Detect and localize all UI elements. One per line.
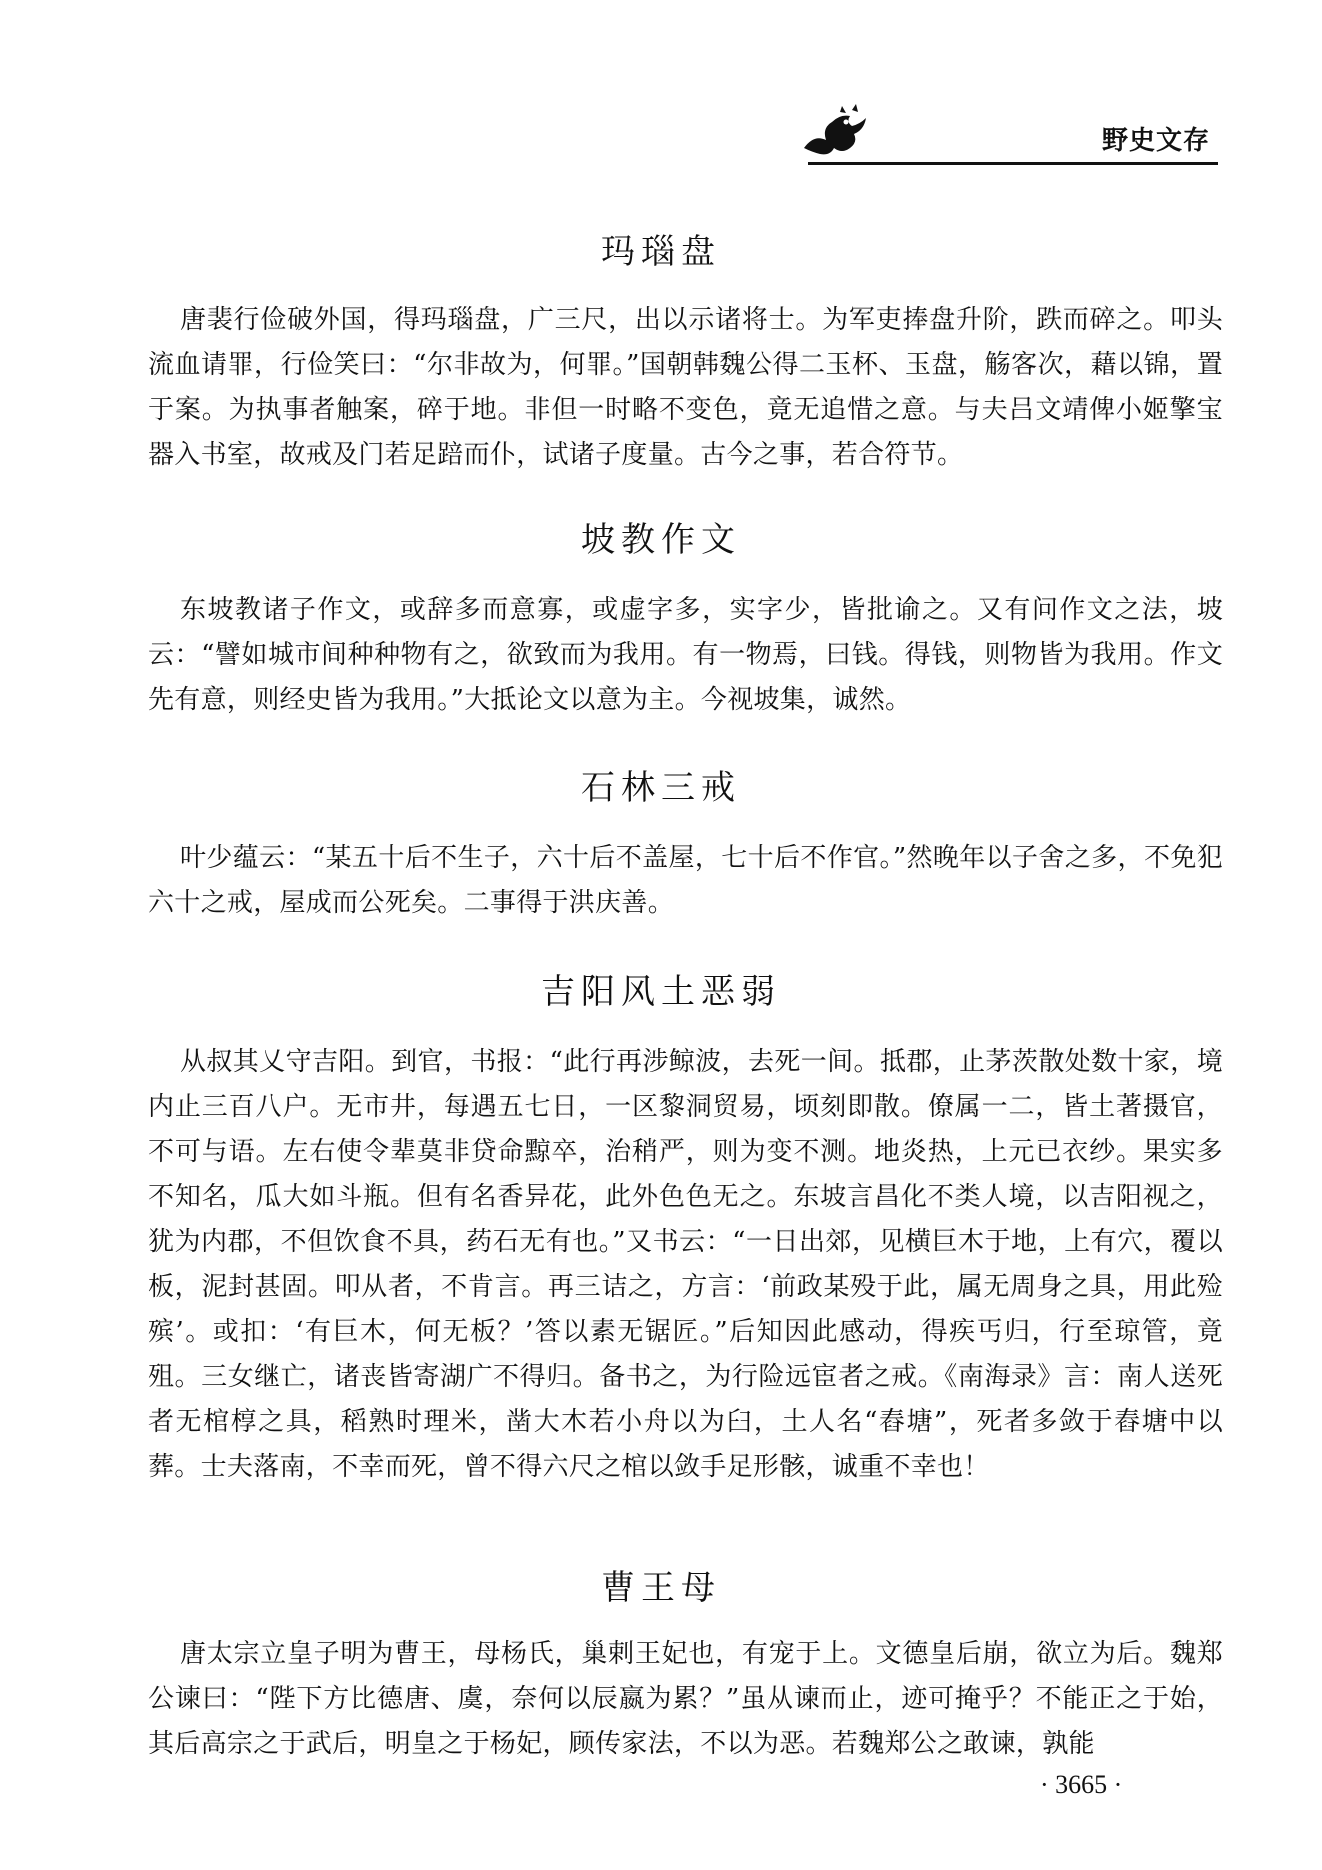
section-title: 曹王母 bbox=[601, 1568, 721, 1608]
running-title: 野史文存 bbox=[1101, 126, 1210, 156]
section-title: 坡教作文 bbox=[581, 520, 741, 560]
section-title: 吉阳风土恶弱 bbox=[541, 972, 781, 1012]
section-body: 东坡教诸子作文，或辞多而意寡，或虚字多，实字少，皆批谕之。又有问作文之法，坡云：“譬如城市间种种物有之，欲致而为我用。有一物焉，曰钱。得钱，则物皆为我用。作文先有意，则经史皆为我用。”大抵论文以意为主。今视坡集，诚然。 bbox=[148, 595, 1223, 715]
page-number: · 3665 · bbox=[1040, 1770, 1123, 1799]
section-body: 叶少蕴云：“某五十后不生子，六十后不盖屋，七十后不作官。”然晚年以子舍之多，不免犯六十之戒，屋成而公死矣。二事得于洪庆善。 bbox=[148, 843, 1223, 918]
section-body: 唐太宗立皇子明为曹王，母杨氏，巢剌王妃也，有宠于上。文德皇后崩，欲立为后。魏郑公谏曰：“陛下方比德唐、虞，奈何以辰嬴为累？”虽从谏而止，迹可掩乎？不能正之于始，其后高宗之于武后，明皇之于杨妃，顾传家法，不以为恶。若魏郑公之敢谏，孰能 bbox=[148, 1639, 1223, 1759]
dragon-logo-icon bbox=[800, 104, 872, 160]
section-title: 玛瑙盘 bbox=[601, 232, 721, 272]
running-header bbox=[788, 100, 1218, 168]
section-body: 唐裴行俭破外国，得玛瑙盘，广三尺，出以示诸将士。为军吏捧盘升阶，跌而碎之。叩头流血请罪，行俭笑曰：“尔非故为，何罪。”国朝韩魏公得二玉杯、玉盘，觞客次，藉以锦，置于案。为执事者触案，碎于地。非但一时略不变色，竟无追惜之意。与夫吕文靖俾小姬擎宝器入书室，故戒及门若足踣而仆，试诸子度量。古今之事，若合符节。 bbox=[148, 305, 1223, 470]
section-body: 从叔其乂守吉阳。到官，书报：“此行再涉鲸波，去死一间。抵郡，止茅茨散处数十家，境内止三百八户。无市井，每遇五七日，一区黎洞贸易，顷刻即散。僚属一二，皆土著摄官，不可与语。左右使令辈莫非贷命黥卒，治稍严，则为变不测。地炎热，上元已衣纱。果实多不知名，瓜大如斗瓶。但有名香异花，此外色色无之。东坡言昌化不类人境，以吉阳视之，犹为内郡，不但饮食不具，药石无有也。”又书云：“一日出郊，见横巨木于地，上有穴，覆以板，泥封甚固。叩从者，不肯言。再三诘之，方言：‘前政某殁于此，属无周身之具，用此殓殡’。或扣：‘有巨木，何无板？’答以素无锯匠。”后知因此感动，得疾丐归，行至琼管，竟殂。三女继亡，诸丧皆寄湖广不得归。备书之，为行险远宦者之戒。《南海录》言：南人送死者无棺椁之具，稻熟时理米，凿大木若小舟以为臼，土人名“舂塘”，死者多敛于舂塘中以葬。士夫落南，不幸而死，曾不得六尺之棺以敛手足形骸，诚重不幸也！ bbox=[148, 1047, 1223, 1482]
header-rule bbox=[808, 162, 1218, 165]
section-title: 石林三戒 bbox=[581, 768, 741, 808]
